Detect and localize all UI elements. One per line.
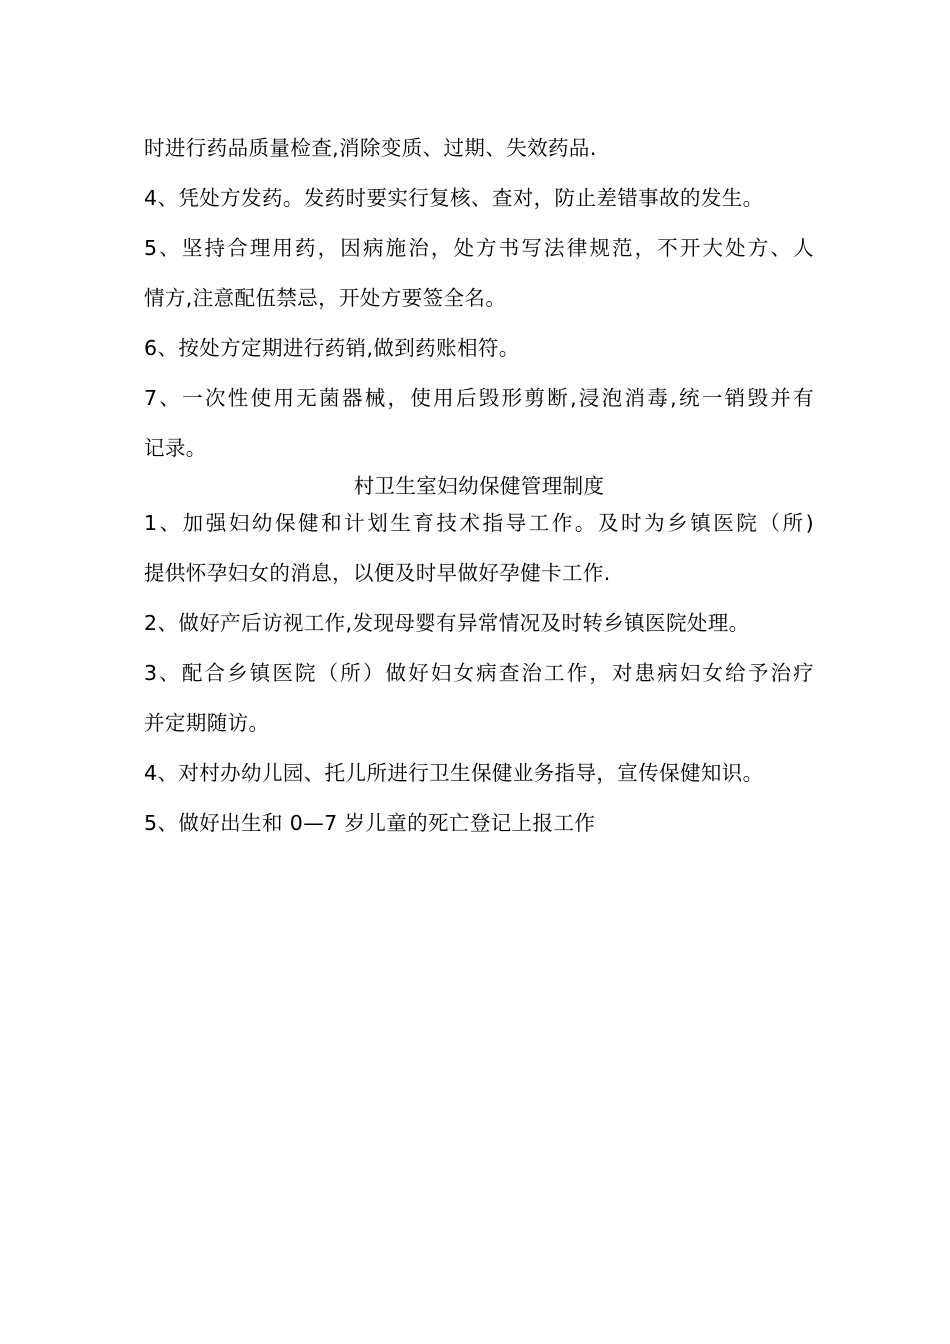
section1-item-6: 6、按处方定期进行药销,做到药账相符。 <box>144 336 520 360</box>
section2-item-1-line2: 提供怀孕妇女的消息，以便及时早做好孕健卡工作. <box>144 561 611 585</box>
section1-item-5-line1: 5、坚持合理用药，因病施治，处方书写法律规范，不开大处方、人 <box>144 236 814 260</box>
section1-continuation-line: 时进行药品质量检查,消除变质、过期、失效药品. <box>144 136 597 160</box>
section2-item-3-line2: 并定期随访。 <box>144 711 270 735</box>
section1-item-5-line2: 情方,注意配伍禁忌，开处方要签全名。 <box>144 286 507 310</box>
section1-item-7-line2: 记录。 <box>144 436 207 460</box>
section2-item-2: 2、做好产后访视工作,发现母婴有异常情况及时转乡镇医院处理。 <box>144 611 750 635</box>
section1-item-7-line1: 7、一次性使用无菌器械，使用后毁形剪断,浸泡消毒,统一销毁并有 <box>144 386 814 410</box>
section1-item-4: 4、凭处方发药。发药时要实行复核、查对，防止差错事故的发生。 <box>144 186 764 210</box>
section2-item-5: 5、做好出生和 0—7 岁儿童的死亡登记上报工作 <box>144 811 596 835</box>
section2-title: 村卫生室妇幼保健管理制度 <box>353 474 605 498</box>
section2-item-3-line1: 3、配合乡镇医院（所）做好妇女病查治工作，对患病妇女给予治疗 <box>144 661 814 685</box>
section2-item-1-line1: 1、加强妇幼保健和计划生育技术指导工作。及时为乡镇医院（所) <box>144 511 814 535</box>
section2-item-4: 4、对村办幼儿园、托儿所进行卫生保健业务指导，宣传保健知识。 <box>144 761 764 785</box>
